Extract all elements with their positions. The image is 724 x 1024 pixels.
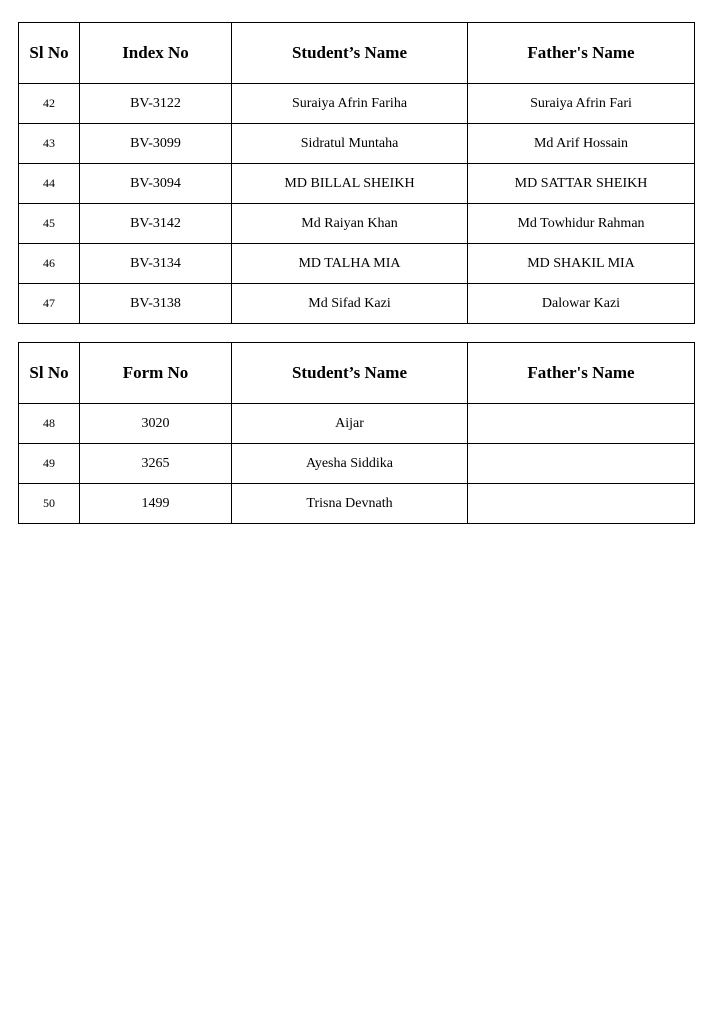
cell-form-no: 1499 xyxy=(80,484,232,524)
cell-father-name xyxy=(468,484,695,524)
cell-student-name: Ayesha Siddika xyxy=(232,444,468,484)
cell-index-no: BV-3122 xyxy=(80,84,232,124)
index-student-table xyxy=(18,22,695,324)
header-sl-no: Sl No xyxy=(19,343,80,404)
table-row xyxy=(19,164,695,204)
cell-index-no: BV-3138 xyxy=(80,284,232,324)
header-father-name: Father's Name xyxy=(468,343,695,404)
cell-father-name: MD SHAKIL MIA xyxy=(468,244,695,284)
form-student-table xyxy=(18,342,695,524)
header-form-no: Form No xyxy=(80,343,232,404)
header-student-name: Student’s Name xyxy=(232,343,468,404)
header-index-no: Index No xyxy=(80,23,232,84)
table-header-row xyxy=(19,343,695,404)
table-row xyxy=(19,484,695,524)
table-row xyxy=(19,284,695,324)
header-sl-no: Sl No xyxy=(19,23,80,84)
header-student-name: Student’s Name xyxy=(232,23,468,84)
cell-sl-no: 47 xyxy=(19,284,80,324)
cell-father-name: Md Towhidur Rahman xyxy=(468,204,695,244)
cell-index-no: BV-3142 xyxy=(80,204,232,244)
cell-father-name: Dalowar Kazi xyxy=(468,284,695,324)
table-row xyxy=(19,404,695,444)
table-row xyxy=(19,444,695,484)
cell-student-name: MD BILLAL SHEIKH xyxy=(232,164,468,204)
cell-index-no: BV-3099 xyxy=(80,124,232,164)
cell-sl-no: 45 xyxy=(19,204,80,244)
cell-student-name: Suraiya Afrin Fariha xyxy=(232,84,468,124)
cell-sl-no: 42 xyxy=(19,84,80,124)
cell-student-name: Aijar xyxy=(232,404,468,444)
cell-father-name xyxy=(468,444,695,484)
cell-father-name: Md Arif Hossain xyxy=(468,124,695,164)
cell-sl-no: 48 xyxy=(19,404,80,444)
cell-sl-no: 46 xyxy=(19,244,80,284)
cell-father-name: Suraiya Afrin Fari xyxy=(468,84,695,124)
table-row xyxy=(19,244,695,284)
cell-form-no: 3020 xyxy=(80,404,232,444)
cell-sl-no: 43 xyxy=(19,124,80,164)
table-row xyxy=(19,204,695,244)
cell-student-name: Md Sifad Kazi xyxy=(232,284,468,324)
table-row xyxy=(19,84,695,124)
cell-form-no: 3265 xyxy=(80,444,232,484)
cell-father-name xyxy=(468,404,695,444)
cell-index-no: BV-3094 xyxy=(80,164,232,204)
cell-student-name: Md Raiyan Khan xyxy=(232,204,468,244)
cell-index-no: BV-3134 xyxy=(80,244,232,284)
cell-student-name: Trisna Devnath xyxy=(232,484,468,524)
header-father-name: Father's Name xyxy=(468,23,695,84)
cell-sl-no: 50 xyxy=(19,484,80,524)
cell-sl-no: 44 xyxy=(19,164,80,204)
cell-student-name: Sidratul Muntaha xyxy=(232,124,468,164)
cell-sl-no: 49 xyxy=(19,444,80,484)
cell-father-name: MD SATTAR SHEIKH xyxy=(468,164,695,204)
table-header-row xyxy=(19,23,695,84)
cell-student-name: MD TALHA MIA xyxy=(232,244,468,284)
table-row xyxy=(19,124,695,164)
